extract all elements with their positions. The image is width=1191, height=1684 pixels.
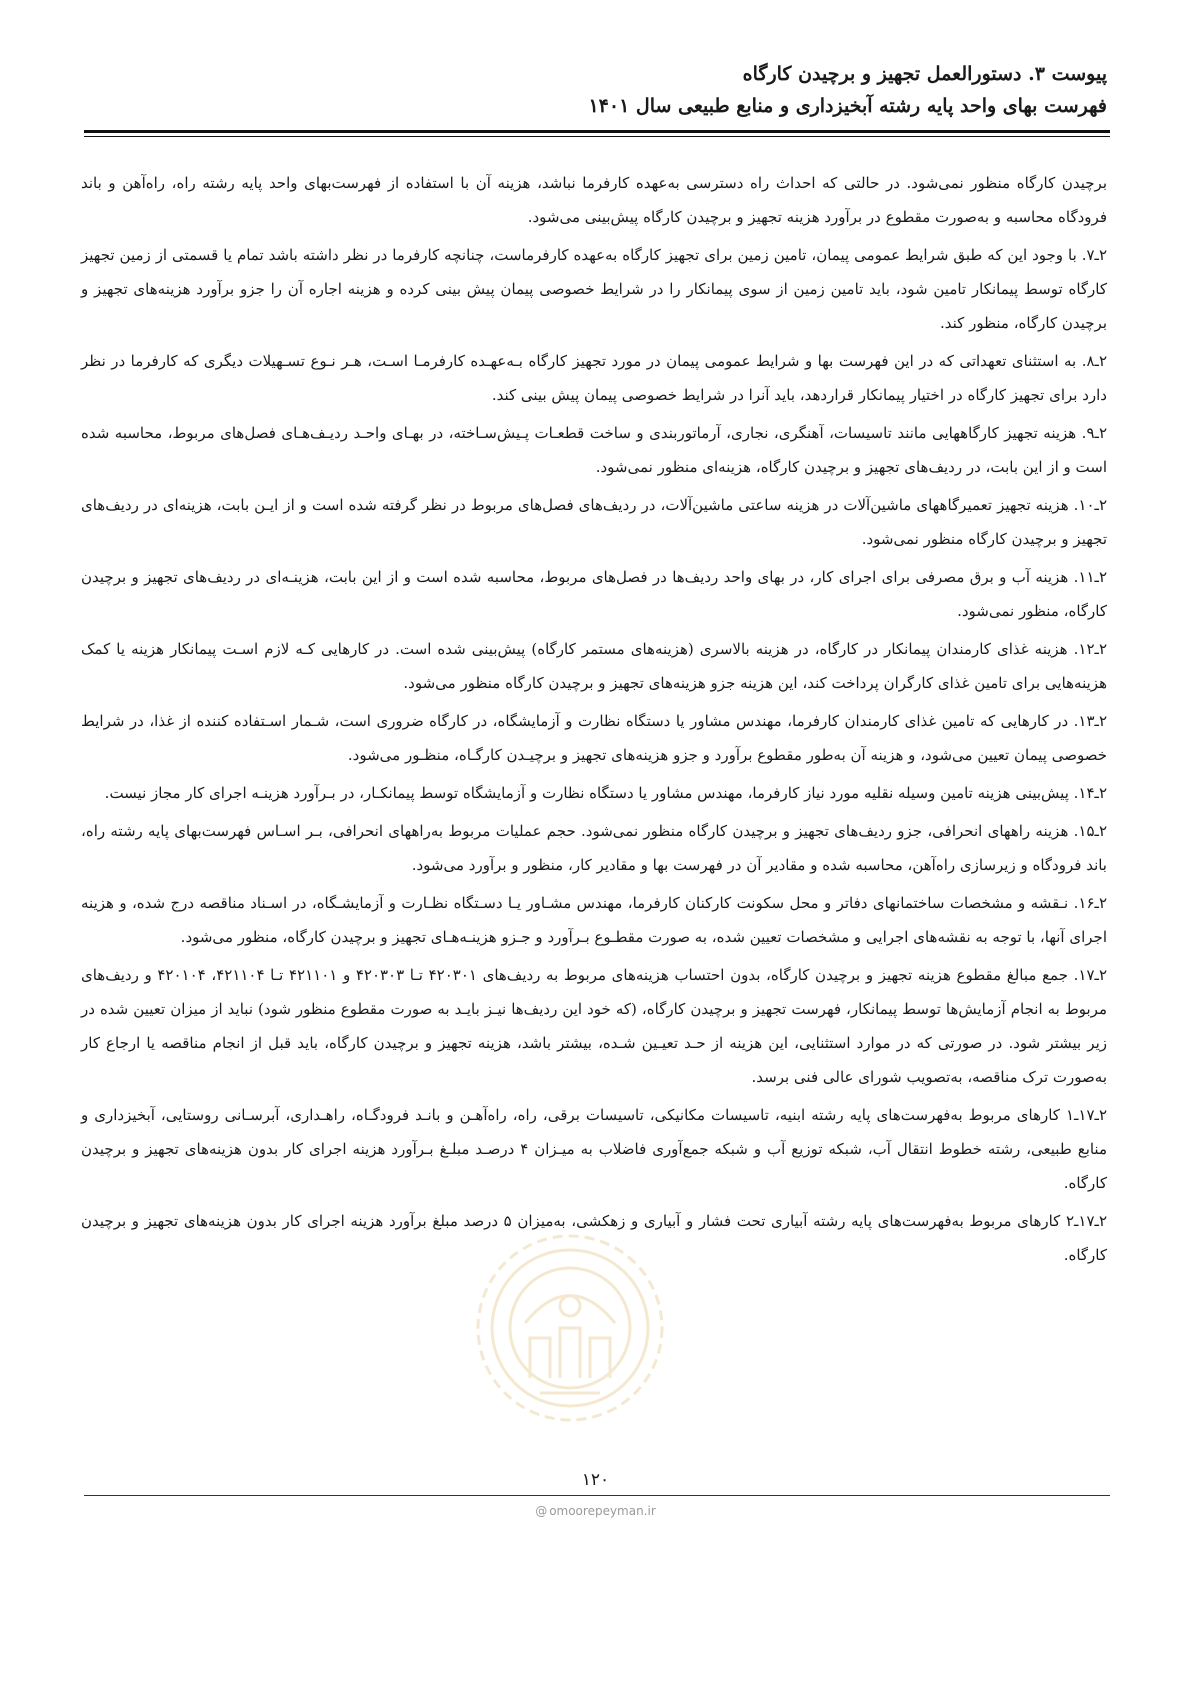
header-rule-thin: [84, 136, 1110, 137]
paragraph: ۲ـ۱۷. جمع مبالغ مقطوع هزینه تجهیز و برچیدن کارگاه، بدون احتساب هزینه‌های مربوط به ردیف‌های ۴۲۰۳۰۱ تـا ۴۲۰۳۰۳ و ۴۲۱۱۰۱ تـا ۴۲۱۱۰۴، ۴۲۰۱۰۴ و ردیف‌های مربوط به انجام آزمایش‌ها توسط پیمانکار، فهرست تجهیز و برچیدن کارگاه، (که خود این ردیف‌ها نیـز بایـد به صورت مقطوع منظور شود) نباید از میزان تعیین شده در زیر بیشتر شود. در صورتی که در موارد استثنایی، این هزینه از حـد تعیـین شـده، بیشتر باشد، هزینه تجهیز و برچیدن کارگاه، باید قبل از انجام مناقصه یا ارجاع کار به‌صورت ترک مناقصه، به‌تصویب شورای عالی فنی برسد.: [81, 966, 1107, 1086]
document-body: [81, 166, 1107, 1276]
paragraph: ۲ـ۱۳. در کارهایی که تامین غذای کارمندان کارفرما، مهندس مشاور یا دستگاه نظارت و آزمایشگاه، در کارگاه ضروری است، شـمار اسـتفاده کننده از غذا، در شرایط خصوصی پیمان تعیین می‌شود، و هزینه آن به‌طور مقطوع برآورد و جزو هزینه‌های تجهیز و برچیـدن کارگـاه، منظـور می‌شود.: [81, 712, 1107, 764]
paragraph: ۲ـ۱۷ـ۱ کارهای مربوط به‌فهرست‌های پایه رشته ابنیه، تاسیسات مکانیکی، تاسیسات برقی، راه، راه‌آهـن و بانـد فرودگـاه، راهـداری، آبرسـانی روستایی، آبخیزداری و منابع طبیعی، رشته خطوط انتقال آب، شبکه توزیع آب و شبکه جمع‌آوری فاضلاب به میـزان ۴ درصـد مبلـغ بـرآورد هزینه اجرای کار بدون هزینه‌های تجهیز و برچیدن کارگاه.: [81, 1106, 1108, 1192]
footer-rule: [84, 1495, 1110, 1496]
paragraph: ۲ـ۱۱. هزینه آب و برق مصرفی برای اجرای کار، در بهای واحد ردیف‌ها در فصل‌های مربوط، محاسبه شده است و از این بابت، هزینـه‌ای در ردیف‌های تجهیز و برچیدن کارگاه، منظور نمی‌شود.: [81, 568, 1107, 620]
page-header: [67, 58, 1107, 122]
paragraph: ۲ـ۷. با وجود این که طبق شرایط عمومی پیمان، تامین زمین برای تجهیز کارگاه به‌عهده کارفرماست، چنانچه کارفرما در نظر داشته باشد تمام یا قسمتی از زمین تجهیز کارگاه توسط پیمانکار تامین شود، باید تامین زمین از سوی پیمانکار را در شرایط خصوصی پیمان پیش بینی کرده و هزینه اجاره آن را جزو برآورد هزینه‌های تجهیز و برچیدن کارگاه، منظور کند.: [81, 246, 1107, 332]
paragraph: ۲ـ۹. هزینه تجهیز کارگاههایی مانند تاسیسات، آهنگری، نجاری، آرماتوربندی و ساخت قطعـات پـیش‌سـاخته، در بهـای واحـد ردیـف‌هـای فصل‌های مربوط، محاسبه شده است و از این بابت، در ردیف‌های تجهیز و برچیدن کارگاه، هزینه‌ای منظور نمی‌شود.: [81, 424, 1107, 476]
header-subtitle: فهرست بهای واحد پایه رشته آبخیزداری و منابع طبیعی سال ۱۴۰۱: [588, 95, 1107, 117]
page-number: ۱۲۰: [581, 1470, 610, 1490]
paragraph: ۲ـ۱۲. هزینه غذای کارمندان پیمانکار در کارگاه، در هزینه بالاسری (هزینه‌های مستمر کارگاه) پیش‌بینی شده است. در کارهایی کـه لازم اسـت پیمانکار هزینه یا کمک هزینه‌هایی برای تامین غذای کارگران پرداخت کند، این هزینه جزو هزینه‌های تجهیز و برچیدن کارگاه منظور می‌شود.: [81, 640, 1107, 692]
footer-website: [0, 1504, 1191, 1518]
footer-website-label: omoorepeyman.ir: [549, 1504, 656, 1518]
paragraph: ۲ـ۱۶. نـقشه و مشخصات ساختمانهای دفاتر و محل سکونت کارکنان کارفرما، مهندس مشـاور یـا دسـتگاه نظـارت و آزمایشـگاه، در اسـناد مناقصه درج شده، و هزینه اجرای آنها، با توجه به نقشه‌های اجرایی و مشخصات تعیین شده، به صورت مقطـوع بـرآورد و جـزو هزینـه‌هـای تجهیز و برچیدن کارگاه، منظور می‌شود.: [81, 894, 1107, 946]
header-title: پیوست ۳. دستورالعمل تجهیز و برچیدن کارگاه: [742, 63, 1107, 85]
paragraph: ۲ـ۱۰. هزینه تجهیز تعمیرگاههای ماشین‌آلات در هزینه ساعتی ماشین‌آلات، در ردیف‌های فصل‌های مربوط در نظر گرفته شده است و از ایـن بابت، هزینه‌ای در ردیف‌های تجهیز و برچیدن کارگاه منظور نمی‌شود.: [81, 496, 1107, 548]
at-icon: @: [535, 1504, 548, 1518]
paragraph: ۲ـ۱۷ـ۲ کارهای مربوط به‌فهرست‌های پایه رشته آبیاری تحت فشار و آبیاری و زهکشی، به‌میزان ۵ درصد مبلغ برآورد هزینه اجرای کار بدون هزینه‌های تجهیز و برچیدن کارگاه.: [81, 1212, 1107, 1264]
paragraph: ۲ـ۱۵. هزینه راههای انحرافی، جزو ردیف‌های تجهیز و برچیدن کارگاه منظور نمی‌شود. حجم عملیات مربوط به‌راههای انحرافی، بـر اسـاس فهرست‌بهای پایه رشته راه، باند فرودگاه و زیرسازی راه‌آهن، محاسبه شده و مقادیر آن در فهرست بها و مقادیر کار، منظور و برآورد می‌شود.: [81, 822, 1107, 874]
paragraph: ۲ـ۸. به استثنای تعهداتی که در این فهرست بها و شرایط عمومی پیمان در مورد تجهیز کارگاه بـه‌عهـده کارفرمـا اسـت، هـر نـوع تسـهیلات دیگری که کارفرما در نظر دارد برای تجهیز کارگاه در اختیار پیمانکار قراردهد، باید آنرا در شرایط خصوصی پیمان پیش بینی کند.: [81, 352, 1107, 404]
paragraph: ۲ـ۱۴. پیش‌بینی هزینه تامین وسیله نقلیه مورد نیاز کارفرما، مهندس مشاور یا دستگاه نظارت و آزمایشگاه توسط پیمانکـار، در بـرآورد هزینـه اجرای کار مجاز نیست.: [104, 784, 1107, 802]
paragraph: برچیدن کارگاه منظور نمی‌شود. در حالتی که احداث راه دسترسی به‌عهده کارفرما نباشد، هزینه آن با استفاده از فهرست‌بهای واحد پایه رشته راه، راه‌آهن و باند فرودگاه محاسبه و به‌صورت مقطوع در برآورد هزینه تجهیز و برچیدن کارگاه پیش‌بینی می‌شود.: [81, 174, 1107, 226]
header-rule-thick: [84, 130, 1110, 133]
